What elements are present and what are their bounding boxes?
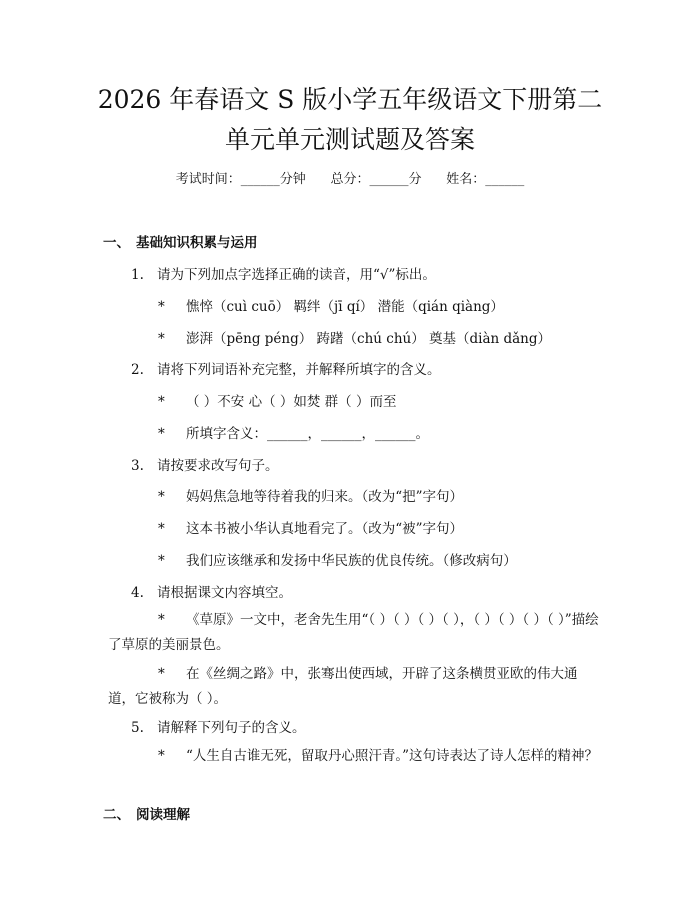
section-label: 阅读理解 (136, 807, 190, 823)
item-text: （ ）不安 心（ ）如焚 群（ ）而至 (186, 394, 397, 410)
item-text: 澎湃（pēng péng） 踌躇（chú chú） 奠基（diàn dǎng） (186, 331, 552, 347)
bullet-marker: * (158, 426, 165, 442)
question-text: 请根据课文内容填空。 (157, 585, 292, 601)
section-number: 二、 (103, 807, 130, 823)
question-5 (131, 716, 306, 736)
question-2-item-2 (158, 422, 429, 442)
bullet-marker: * (158, 748, 165, 764)
question-3-item-3 (158, 549, 517, 569)
question-number: 2. (131, 362, 144, 378)
item-text: 我们应该继承和发扬中华民族的优良传统。（修改病句） (186, 553, 517, 569)
question-4-item-1 (108, 608, 600, 658)
title-line-1: 2026 年春语文 S 版小学五年级语文下册第二 (97, 85, 603, 114)
bullet-marker: * (158, 666, 165, 682)
bullet-marker: * (158, 331, 165, 347)
item-text: 这本书被小华认真地看完了。（改为“被”字句） (186, 521, 464, 537)
bullet-marker: * (158, 553, 165, 569)
section-label: 基础知识积累与运用 (136, 235, 258, 251)
question-text: 请将下列词语补充完整，并解释所填字的含义。 (157, 362, 441, 378)
question-1-item-2 (158, 327, 551, 347)
question-number: 1. (131, 267, 144, 283)
question-3-item-2 (158, 517, 463, 537)
item-text: “人生自古谁无死，留取丹心照汗青。”这句诗表达了诗人怎样的精神？ (186, 748, 599, 764)
question-text: 请为下列加点字选择正确的读音，用“√”标出。 (157, 267, 436, 283)
question-1 (131, 263, 436, 283)
question-4 (131, 581, 292, 601)
title-line-2: 单元单元测试题及答案 (224, 125, 475, 154)
bullet-marker: * (158, 394, 165, 410)
item-text: 《草原》一文中，老舍先生用“（ ）（ ）（ ）（ ），（ ）（ ）（ ）（ ）”描绘了草原的美丽景色。 (108, 612, 599, 653)
question-text: 请解释下列句子的含义。 (157, 720, 306, 736)
section-heading-1 (103, 231, 258, 251)
question-5-item-1 (108, 744, 600, 769)
bullet-marker: * (158, 489, 165, 505)
question-text: 请按要求改写句子。 (157, 458, 279, 474)
question-3 (131, 454, 279, 474)
document-title (60, 80, 640, 160)
question-2 (131, 358, 441, 378)
bullet-marker: * (158, 612, 165, 628)
section-number: 一、 (103, 235, 130, 251)
item-text: 憔悴（cuì cuō） 羁绊（jī qí） 潜能（qián qiàng） (186, 299, 504, 315)
question-number: 4. (131, 585, 144, 601)
question-4-item-2 (108, 662, 600, 712)
section-heading-2 (103, 803, 190, 823)
question-3-item-1 (158, 485, 463, 505)
item-text: 所填字含义：______，______，______。 (186, 426, 429, 442)
bullet-marker: * (158, 521, 165, 537)
question-2-item-1 (158, 390, 396, 410)
item-text: 妈妈焦急地等待着我的归来。（改为“把”字句） (186, 489, 464, 505)
item-text: 在《丝绸之路》中，张骞出使西域，开辟了这条横贯亚欧的伟大通道，它被称为（ ）。 (108, 666, 578, 707)
bullet-marker: * (158, 299, 165, 315)
question-1-item-1 (158, 295, 504, 315)
exam-info-line: 考试时间：______分钟 总分：______分 姓名：______ (175, 172, 525, 187)
question-number: 5. (131, 720, 144, 736)
question-number: 3. (131, 458, 144, 474)
